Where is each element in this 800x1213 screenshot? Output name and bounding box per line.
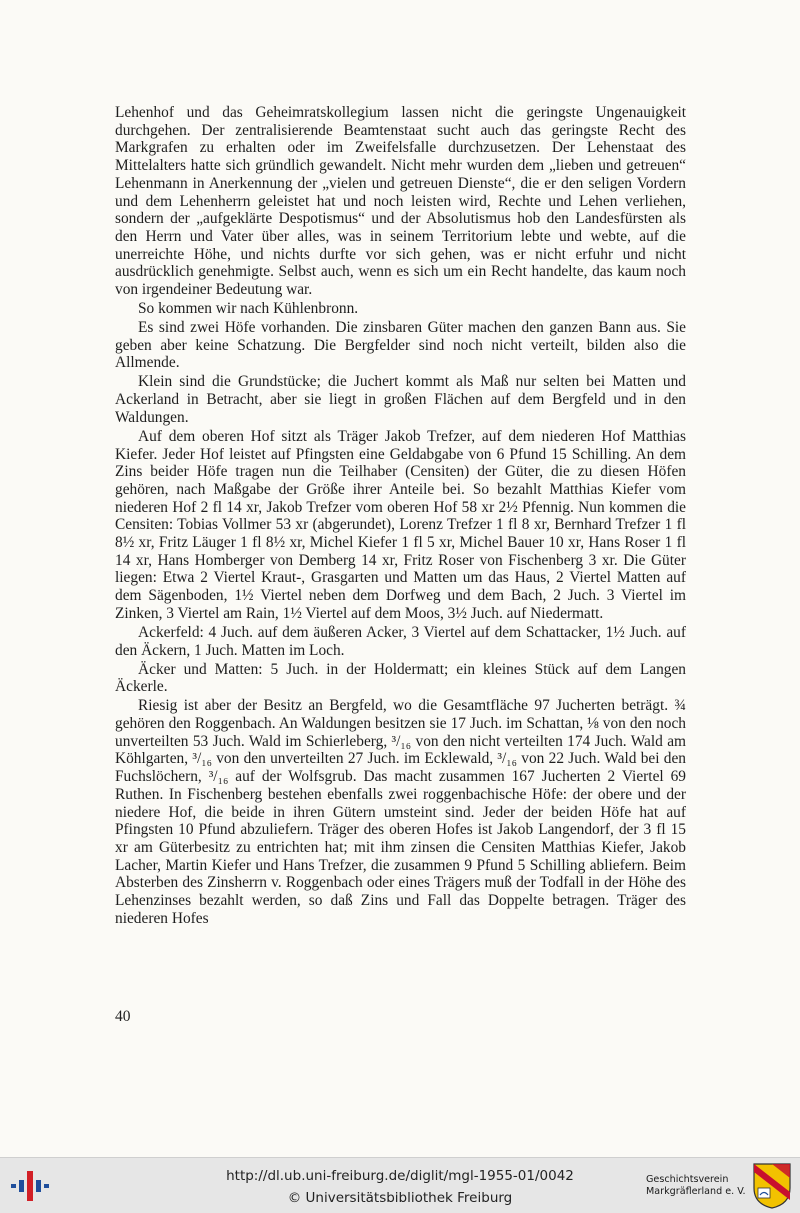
society-name-line2: Markgräflerland e. V. xyxy=(646,1186,746,1197)
paragraph: Auf dem oberen Hof sitzt als Träger Jakob Trefzer, auf dem niederen Hof Matthias Kiefer. Jeder Hof leistet auf Pfingsten eine Geldabgabe von 6 Pfund 15 Schilling. An dem Zins beider Höfe tragen nun die Teilhaber (Censiten) der Güter, die zu diesen Höfen gehören, nach Maßgabe der Größe ihrer Anteile bei. So bezahlt Matthias Kiefer vom niederen Hof 2 fl 14 xr, Jakob Trefzer vom oberen Hof 58 xr 2½ Pfennig. Nun kommen die Censiten: Tobias Vollmer 53 xr (abgerundet), Lorenz Trefzer 1 fl 8 xr, Bernhard Trefzer 1 fl 8½ xr, Fritz Läuger 1 fl 8½ xr, Michel Kiefer 1 fl 5 xr, Michel Bauer 10 xr, Hans Roser 1 fl 14 xr, Hans Homberger von Demberg 14 xr, Fritz Roser von Fischenberg 3 xr. Die Güter liegen: Etwa 2 Viertel Kraut-, Grasgarten und Matten um das Haus, 2 Viertel Matten auf dem Sägenboden, 1½ Viertel neben dem Dorfweg und dem Bach, 2 Juch. 3 Viertel im Zinken, 3 Viertel am Rain, 1½ Viertel auf dem Moos, 3½ Juch. auf Niedermatt. xyxy=(115,427,686,622)
society-name[interactable] xyxy=(646,1174,746,1198)
permalink-url[interactable]: http://dl.ub.uni-freiburg.de/diglit/mgl-1955-01/0042 xyxy=(226,1168,574,1184)
paragraph: Klein sind die Grundstücke; die Juchert kommt als Maß nur selten bei Matten und Ackerland in Betracht, aber sie liegt in großen Flächen auf dem Bergfeld und in den Waldungen. xyxy=(115,373,686,426)
paragraph: Lehenhof und das Geheimratskollegium lassen nicht die geringste Ungenauigkeit durchgehen. Der zentralisierende Beamtenstaat sucht auch das geringste Recht des Markgrafen zu erhalten oder im Zweifelsfalle durchzusetzen. Der Lehenstaat des Mittelalters hatte sich gründlich gewandelt. Nicht mehr wurden dem „lieben und getreuen“ Lehenmann in Anerkennung der „vielen und getreuen Dienste“, die er den seligen Vordern und dem Lehenherrn geleistet hat und noch leisten wird, Rechte und Lehen verliehen, sondern der „aufgeklärte Despotismus“ und der Absolutismus hob den Landesfürsten als den Herrn und Vater über alles, was in seinem Territorium lebte und webte, auf die unerreichte Höhe, und nichts durfte vor sich gehen, was er nicht erfuhr und nicht ausdrücklich genehmigte. Selbst auch, wenn es sich um ein Recht handelte, das kaum noch von irgendeiner Bedeutung war. xyxy=(115,104,686,299)
paragraph: Riesig ist aber der Besitz an Bergfeld, wo die Gesamtfläche 97 Jucherten beträgt. ¾ gehören den Roggenbach. An Waldungen besitzen sie 17 Juch. im Schattan, ⅛ von den noch unverteilten 53 Juch. Wald im Schierleberg, ³/₁₆ von den nicht verteilten 174 Juch. Wald am Köhlgarten, ³/₁₆ von den unverteilten 27 Juch. im Ecklewald, ³/₁₆ von 22 Juch. Wald bei den Fuchslöchern, ³/₁₆ auf der Wolfsgrub. Das macht zusammen 167 Jucherten 2 Viertel 69 Ruthen. In Fischenberg bestehen ebenfalls zwei roggenbachische Höfe: der obere und der niedere Hof, die beide in ihren Gütern umsteint sind. Jeder der beiden Höfe hat auf Pfingsten 10 Pfund abzuliefern. Träger des oberen Hofes ist Jakob Langendorf, der 3 fl 15 xr am Güterbesitz zu entrichten hat; mit ihm zinsen die Censiten Matthias Kiefer, Jakob Lacher, Martin Kiefer und Hans Trefzer, die zusammen 9 Pfund 5 Schilling abliefern. Beim Absterben des Zinsherrn v. Roggenbach oder eines Trägers muß der Todfall in der Höhe des Lehenzinses bezahlt werden, so daß Zins und Fall das Doppelte betragen. Träger des niederen Hofes xyxy=(115,697,686,927)
society-name-line1: Geschichtsverein xyxy=(646,1174,729,1185)
paragraph: Es sind zwei Höfe vorhanden. Die zinsbaren Güter machen den ganzen Bann aus. Sie geben aber keine Schatzung. Die Bergfelder sind noch nicht verteilt, bilden also die Allmende. xyxy=(115,319,686,372)
viewer-footer xyxy=(0,1157,800,1213)
paragraph: So kommen wir nach Kühlenbronn. xyxy=(138,300,359,318)
copyright-text: © Universitätsbibliothek Freiburg xyxy=(287,1190,513,1206)
paragraph: Äcker und Matten: 5 Juch. in der Holdermatt; ein kleines Stück auf dem Langen Äckerle. xyxy=(115,660,686,696)
body-text xyxy=(115,104,686,929)
page-number: 40 xyxy=(115,1008,131,1025)
coat-of-arms-icon[interactable] xyxy=(752,1162,792,1210)
paragraph: Ackerfeld: 4 Juch. auf dem äußeren Acker, 3 Viertel auf dem Schattacker, 1½ Juch. auf den Äckern, 1 Juch. Matten im Loch. xyxy=(115,623,686,659)
